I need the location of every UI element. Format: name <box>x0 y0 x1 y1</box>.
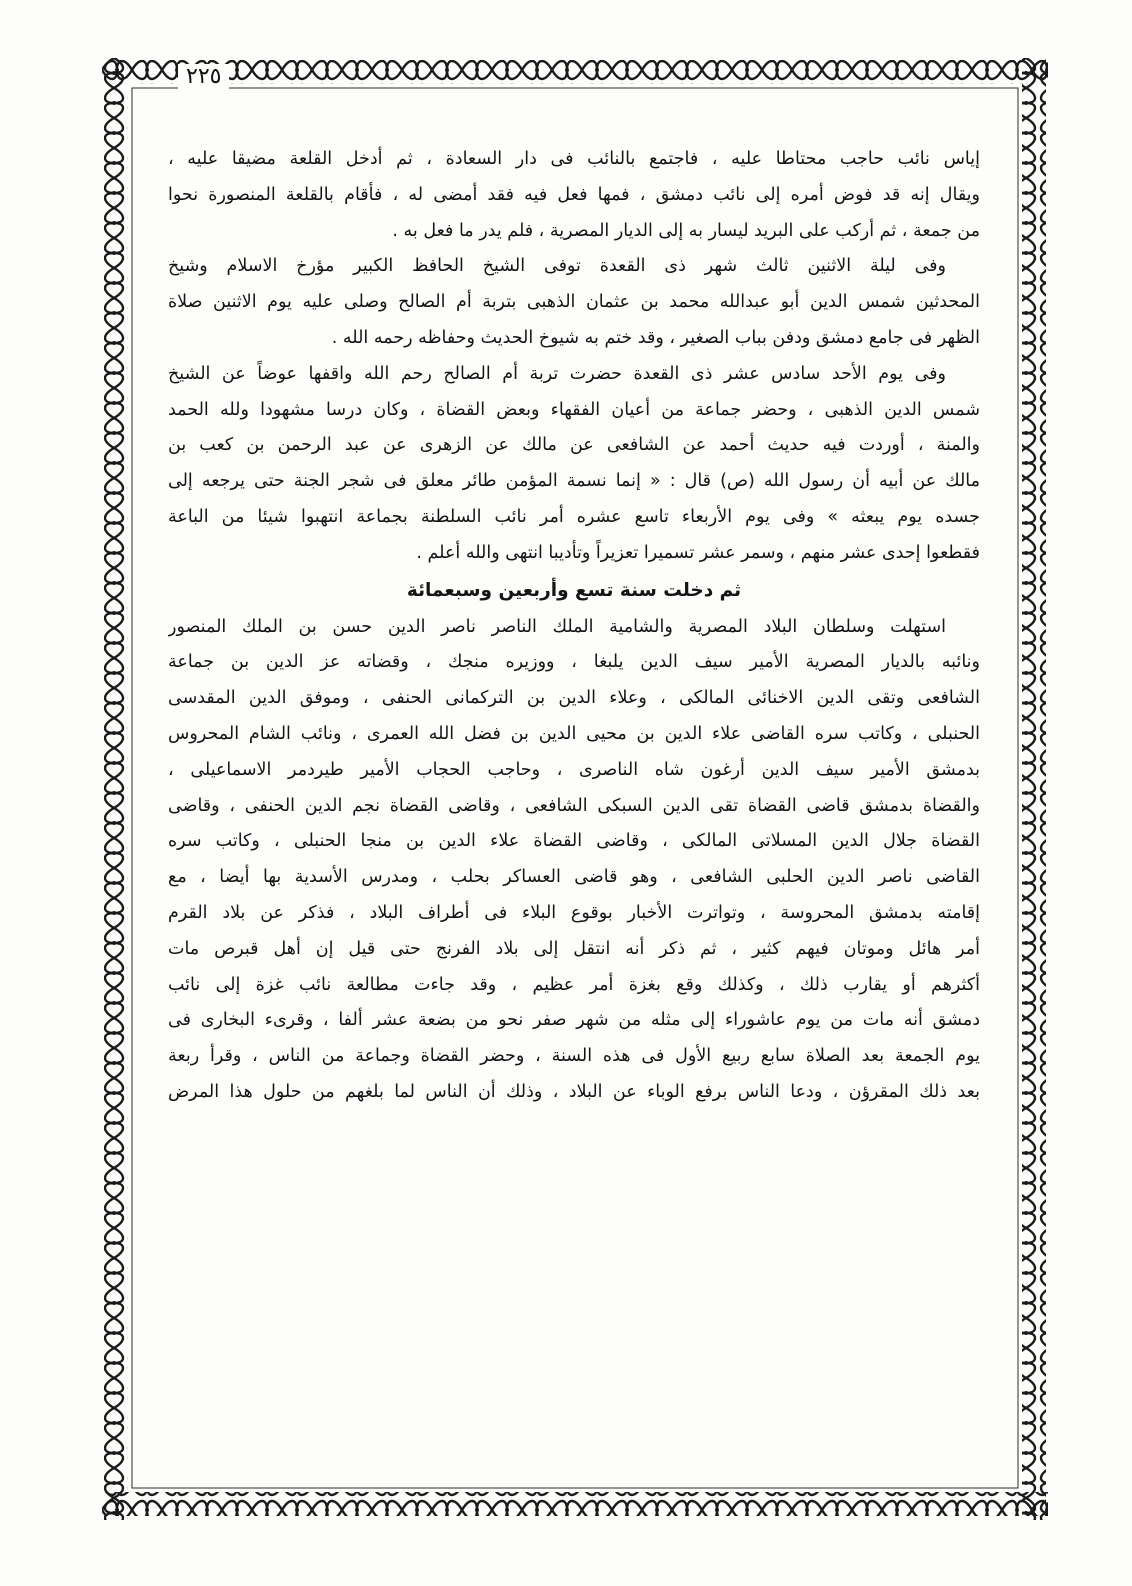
text-line: إقامته بدمشق المحروسة ، وتواترت الأخبار بوقوع البلاء فى أطراف البلاد ، فذكر عن بلاد القرم <box>168 902 980 923</box>
text-line: القاضى ناصر الدين الحلبى الشافعى ، وهو قاضى العساكر بحلب ، ومدرس الأسدية بها أيضا ، مع <box>168 867 980 888</box>
border-top <box>102 60 1048 84</box>
body-text <box>168 142 980 1111</box>
text-line: والمنة ، أوردت فيه حديث أحمد عن الشافعى عن مالك عن الزهرى عن عبد الرحمن بن كعب بن <box>168 435 980 456</box>
text-line: أمر هائل وموتان فيهم كثير ، ثم ذكر أنه انتقل إلى بلاد الفرنج حتى قيل إن أهل قبرص مات <box>168 938 980 959</box>
text-line: ويقال إنه قد فوض أمره إلى نائب دمشق ، فمها فعل فيه فقد أمضى له ، فأقام بالقلعة المنصورة نحوا <box>168 184 980 205</box>
section-heading: ثم دخلت سنة تسع وأربعين وسبعمائة <box>406 579 742 601</box>
text-line: ونائبه بالديار المصرية الأمير سيف الدين يلبغا ، ووزيره منجك ، وقضاته عز الدين بن جماعة <box>168 652 980 673</box>
text-line: جسده يوم يبعثه » وفى يوم الأربعاء تاسع عشره أمر نائب السلطنة بجماعة انتهبوا شيئا من الباعة <box>168 506 980 527</box>
text-line: وفى ليلة الاثنين ثالث شهر ذى القعدة توفى الشيخ الحافظ الكبير مؤرخ الاسلام وشيخ <box>168 256 946 277</box>
border-right <box>1022 58 1046 1520</box>
text-line: القضاة جلال الدين المسلاتى المالكى ، وقاضى القضاة علاء الدين بن منجا الحنبلى ، وكاتب سره <box>168 831 980 852</box>
border-left <box>104 58 128 1520</box>
text-line: دمشق أنه مات من يوم عاشوراء إلى مثله من شهر صفر نحو من بضعة عشر ألفا ، وقرىء البخارى فى <box>168 1010 980 1031</box>
text-line: الظهر فى جامع دمشق ودفن بباب الصغير ، وقد ختم به شيوخ الحديث وحفاظه رحمه الله . <box>331 327 980 348</box>
text-line: الحنبلى ، وكاتب سره القاضى علاء الدين بن محيى الدين بن فضل الله العمرى ، ونائب الشام المحروس <box>168 723 980 744</box>
text-line: أكثرهم أو يقارب ذلك ، وكذلك وقع بغزة أمر عظيم ، وقد جاءت مطالعة نائب غزة إلى نائب <box>168 974 980 995</box>
text-line: والقضاة بدمشق قاضى القضاة تقى الدين السبكى الشافعى ، وقاضى القضاة نجم الدين الحنفى ، وقاضى <box>168 795 980 816</box>
text-line: مالك عن أبيه أن رسول الله (ص) قال : « إنما نسمة المؤمن طائر معلق فى شجر الجنة حتى يرجعه إلى <box>168 471 980 492</box>
text-line: وفى يوم الأحد سادس عشر ذى القعدة حضرت تربة أم الصالح رحم الله واقفها عوضاً عن الشيخ <box>168 363 946 384</box>
text-line: من جمعة ، ثم أركب على البريد ليسار به إلى الديار المصرية ، فلم يدر ما فعل به . <box>392 220 980 241</box>
page-number: ٢٢٥ <box>178 64 229 89</box>
text-line: فقطعوا إحدى عشر منهم ، وسمر عشر تسميرا تعزيراً وتأديبا انتهى والله أعلم . <box>416 542 980 563</box>
text-line: بعد ذلك المقرؤن ، ودعا الناس برفع الوباء عن البلاد ، وذلك أن الناس لما بلغهم من حلول هذا المرض <box>168 1081 980 1102</box>
text-line: استهلت وسلطان البلاد المصرية والشامية الملك الناصر ناصر الدين حسن بن الملك المنصور <box>168 616 946 637</box>
text-line: إياس نائب حاجب محتاطا عليه ، فاجتمع بالنائب فى دار السعادة ، ثم أدخل القلعة مضيقا عليه ، <box>168 149 980 169</box>
text-line: شمس الدين الذهبى ، وحضر جماعة من أعيان الفقهاء وبعض القضاة ، وكان درسا مشهودا ولله الحمد <box>168 399 980 420</box>
text-line: الشافعى وتقى الدين الاخنائى المالكى ، وعلاء الدين بن التركمانى الحنفى ، وموفق الدين المقدسى <box>168 688 980 709</box>
text-line: بدمشق الأمير سيف الدين أرغون شاه الناصرى ، وحاجب الحجاب الأمير طيردمر الاسماعيلى ، <box>168 759 980 780</box>
text-line: المحدثين شمس الدين أبو عبدالله محمد بن عثمان الذهبى بتربة أم الصالح وصلى عليه يوم الاثنين صلاة <box>168 292 980 313</box>
text-line: يوم الجمعة بعد الصلاة سابع ربيع الأول فى هذه السنة ، وحضر القضاة وجماعة من الناس ، وقرأ ربعة <box>168 1046 980 1067</box>
border-bottom <box>102 1492 1048 1516</box>
